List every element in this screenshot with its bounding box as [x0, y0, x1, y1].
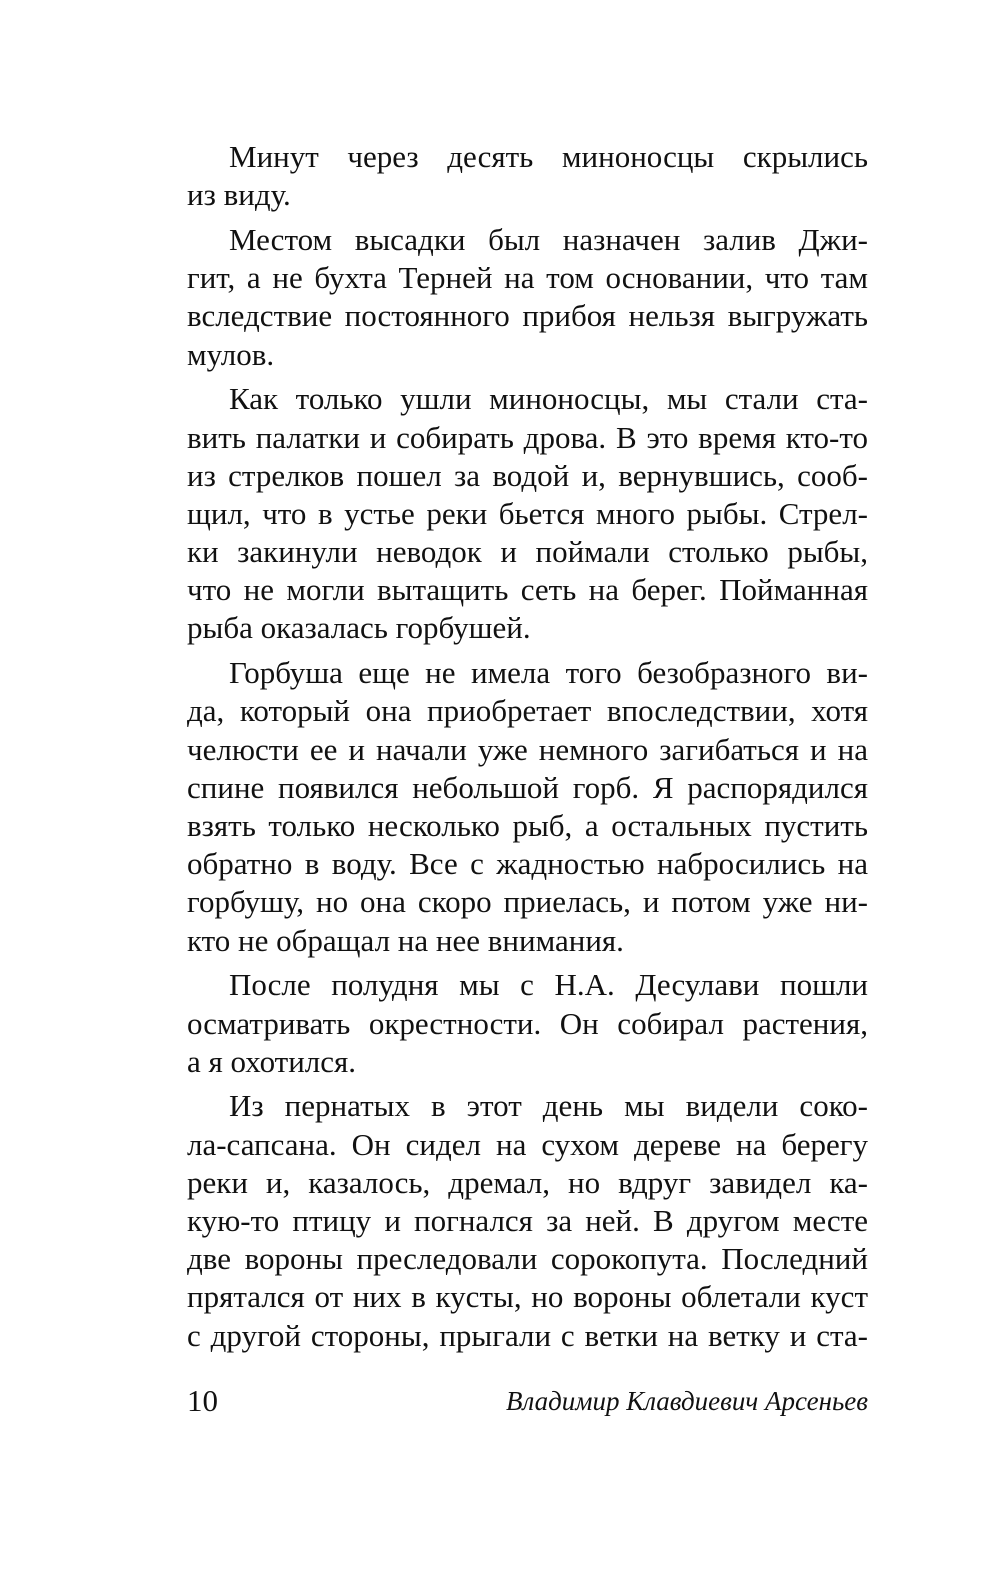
text-line: а я охотился.: [187, 1043, 357, 1079]
text-line: что не могли вытащить сеть на берег. Пойманная: [187, 572, 868, 608]
text-line: горбушу, но она скоро приелась, и потом уже ни-: [187, 884, 868, 920]
text-line: осматривать окрестности. Он собирал растения,: [187, 1005, 868, 1041]
text-line: Местом высадки был назначен залив Джи-: [229, 221, 868, 257]
text-line: прятался от них в кусты, но вороны облетали куст: [187, 1279, 868, 1315]
text-line: из стрелков пошел за водой и, вернувшись, сооб-: [187, 457, 868, 493]
text-line: После полудня мы с Н.А. Десулави пошли: [229, 967, 868, 1003]
page-footer: [187, 1383, 868, 1423]
text-line: Минут через десять миноносцы скрылись: [229, 139, 868, 174]
text-line: вить палатки и собирать дрова. В это время кто-то: [187, 419, 868, 455]
text-line: реки и, казалось, дремал, но вдруг завидел ка-: [187, 1164, 868, 1200]
text-line: две вороны преследовали сорокопута. Последний: [187, 1241, 868, 1277]
paragraph-2: [187, 221, 868, 374]
text-line: Как только ушли миноносцы, мы стали ста-: [229, 381, 868, 417]
paragraph-5: [187, 966, 868, 1081]
text-line: Из пернатых в этот день мы видели соко-: [229, 1088, 868, 1124]
page-number: 10: [187, 1383, 218, 1418]
text-line: взять только несколько рыб, а остальных пустить: [187, 807, 868, 843]
text-line: из виду.: [187, 177, 291, 213]
text-line: с другой стороны, прыгали с ветки на ветку и ста-: [187, 1317, 868, 1353]
paragraph-4: [187, 654, 868, 960]
running-head-author: Владимир Клавдиевич Арсеньев: [506, 1386, 868, 1416]
text-line: мулов.: [187, 336, 275, 372]
text-line: ки закинули неводок и поймали столько рыбы,: [187, 534, 868, 570]
text-line: кто не обращал на нее внимания.: [187, 922, 624, 958]
text-line: спине появился небольшой горб. Я распорядился: [187, 769, 868, 805]
text-line: челюсти ее и начали уже немного загибаться и на: [187, 731, 868, 767]
text-line: кую-то птицу и погнался за ней. В другом месте: [187, 1203, 868, 1239]
text-line: рыба оказалась горбушей.: [187, 610, 531, 646]
body-text: [187, 138, 868, 1361]
paragraph-3: [187, 380, 868, 647]
text-line: гит, а не бухта Терней на том основании, что там: [187, 260, 868, 296]
text-line: Горбуша еще не имела того безобразного ви-: [229, 655, 868, 691]
text-line: обратно в воду. Все с жадностью набросились на: [187, 846, 868, 882]
text-line: ла-сапсана. Он сидел на сухом дереве на берегу: [187, 1126, 868, 1162]
text-line: вследствие постоянного прибоя нельзя выгружать: [187, 298, 868, 334]
paragraph-1: [187, 138, 868, 214]
text-line: щил, что в устье реки бьется много рыбы. Стрел-: [187, 495, 868, 531]
paragraph-6: [187, 1087, 868, 1354]
text-line: да, который она приобретает впоследствии, хотя: [187, 693, 868, 729]
